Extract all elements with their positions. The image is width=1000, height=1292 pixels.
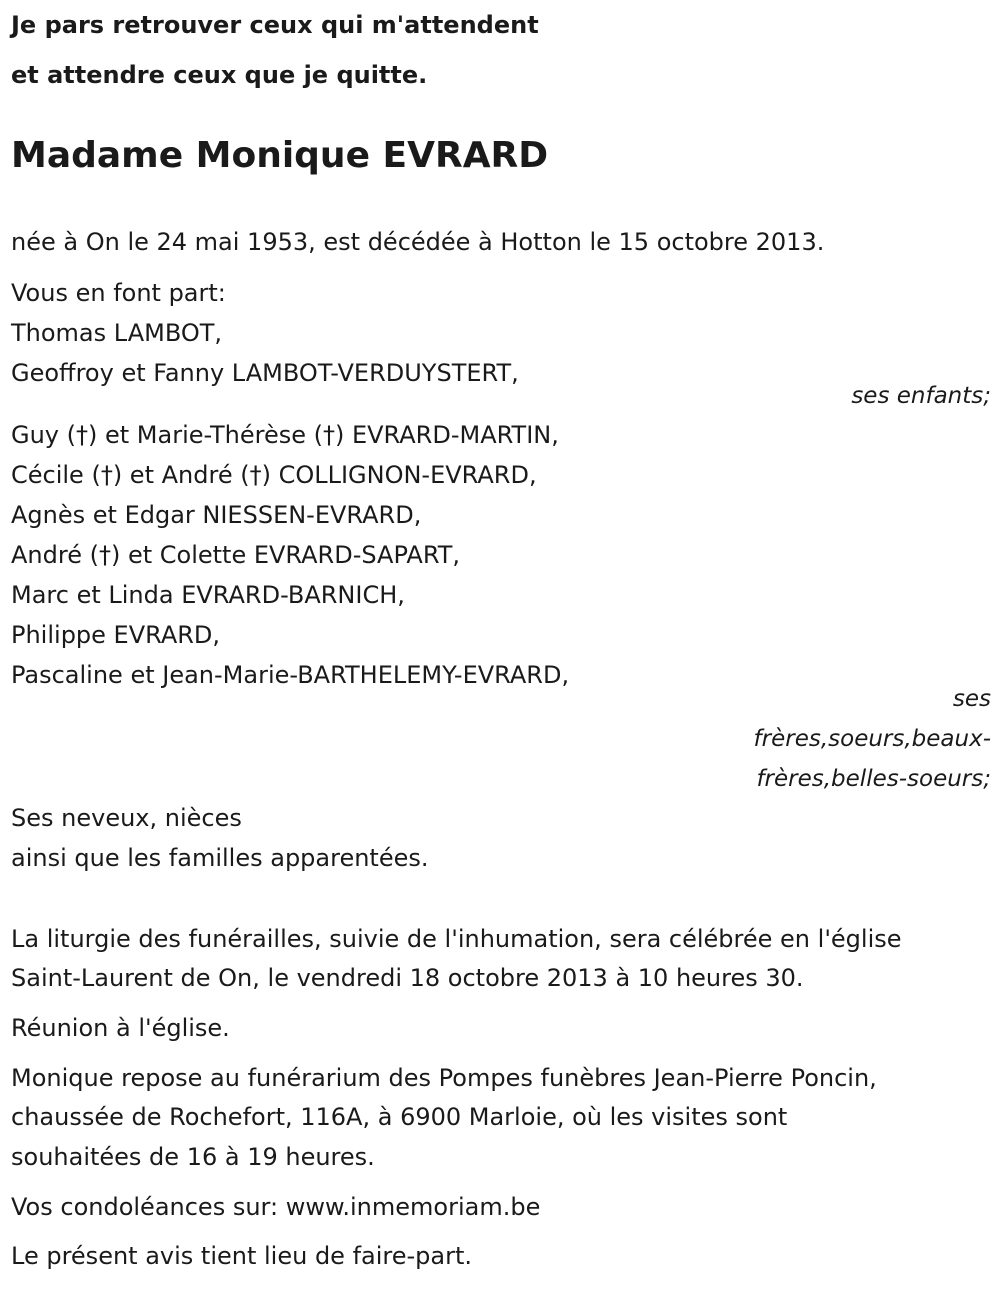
siblings-relation-label-line-3: frères,belles-soeurs; (756, 766, 991, 792)
sibling-entry: Marc et Linda EVRARD-BARNICH, (11, 581, 405, 609)
sibling-entry: André (†) et Colette EVRARD-SAPART, (11, 541, 461, 569)
sibling-entry: Cécile (†) et André (†) COLLIGNON-EVRARD, (11, 461, 537, 489)
epigraph-line-1: Je pars retrouver ceux qui m'attendent (11, 11, 539, 39)
sibling-entry: Agnès et Edgar NIESSEN-EVRARD, (11, 501, 422, 529)
children-relation-label: ses enfants; (851, 383, 991, 409)
siblings-relation-label-line-1: ses (952, 686, 991, 712)
announce-intro: Vous en font part: (11, 279, 226, 307)
child-entry: Thomas LAMBOT, (11, 319, 223, 347)
liturgy-line-1: La liturgie des funérailles, suivie de l'inhumation, sera célébrée en l'église (11, 925, 902, 953)
rest-line-2: chaussée de Rochefort, 116A, à 6900 Marloie, où les visites sont (11, 1103, 788, 1131)
child-entry: Geoffroy et Fanny LAMBOT-VERDUYSTERT, (11, 359, 519, 387)
rest-line-1: Monique repose au funérarium des Pompes funèbres Jean-Pierre Poncin, (11, 1064, 877, 1092)
deceased-name-title: Madame Monique EVRARD (11, 135, 549, 176)
condolences-line: Vos condoléances sur: www.inmemoriam.be (11, 1193, 541, 1221)
reunion-note: Réunion à l'église. (11, 1014, 230, 1042)
sibling-entry: Pascaline et Jean-Marie-BARTHELEMY-EVRARD, (11, 661, 570, 689)
epigraph-line-2: et attendre ceux que je quitte. (11, 61, 428, 89)
notice-line: Le présent avis tient lieu de faire-part. (11, 1242, 473, 1270)
liturgy-line-2: Saint-Laurent de On, le vendredi 18 octobre 2013 à 10 heures 30. (11, 964, 804, 992)
siblings-relation-label-line-2: frères,soeurs,beaux- (753, 726, 991, 752)
sibling-entry: Guy (†) et Marie-Thérèse (†) EVRARD-MARTIN, (11, 421, 559, 449)
rest-line-3: souhaitées de 16 à 19 heures. (11, 1143, 375, 1171)
sibling-entry: Philippe EVRARD, (11, 621, 221, 649)
others-line-2: ainsi que les familles apparentées. (11, 844, 429, 872)
others-line-1: Ses neveux, nièces (11, 804, 242, 832)
birth-death-statement: née à On le 24 mai 1953, est décédée à Hotton le 15 octobre 2013. (11, 228, 825, 256)
